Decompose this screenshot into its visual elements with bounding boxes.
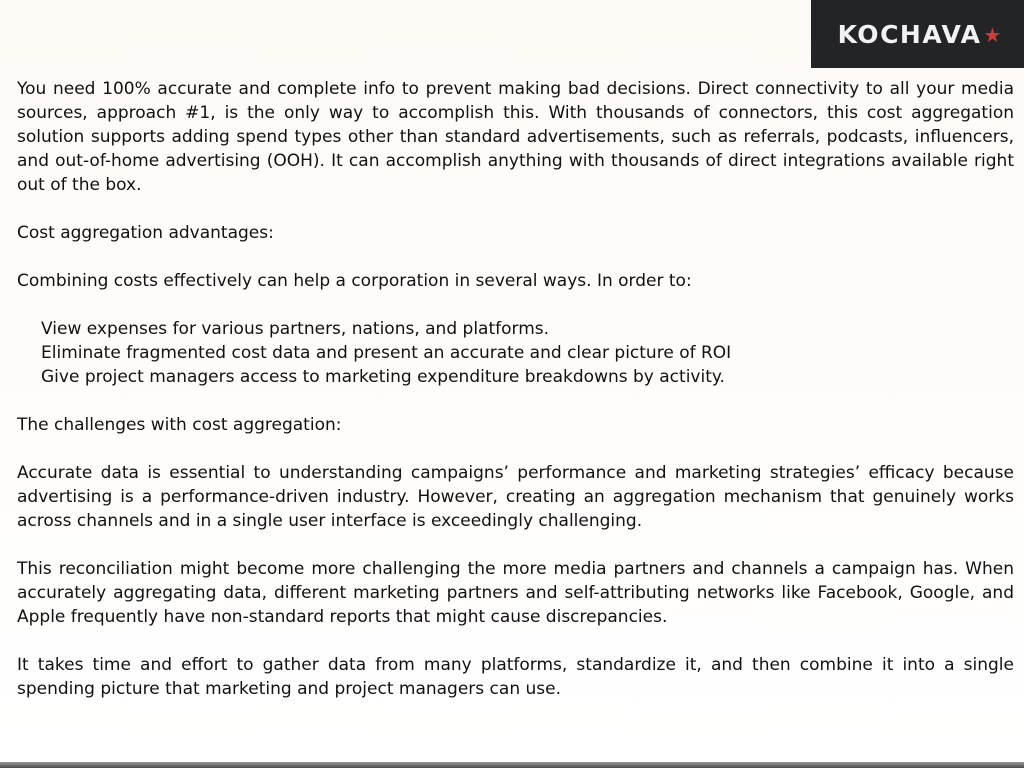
star-icon: ★ <box>983 23 1002 47</box>
list-item: Eliminate fragmented cost data and present an accurate and clear picture of ROI <box>41 343 732 363</box>
accurate-data-paragraph: Accurate data is essential to understanding campaigns’ performance and marketing strategies’ efficacy because advertising is a performance-driven industry. However, creating an aggregation mechanism that genuinely works across channels and in a single user interface is exceedingly challenging. <box>17 463 1014 531</box>
bottom-divider <box>0 762 1024 768</box>
combining-paragraph: Combining costs effectively can help a corporation in several ways. In order to: <box>17 271 692 291</box>
challenges-heading: The challenges with cost aggregation: <box>17 415 342 435</box>
article-body <box>17 77 1014 725</box>
kochava-logo <box>811 0 1024 68</box>
reconciliation-paragraph: This reconciliation might become more challenging the more media partners and channels a campaign has. When accurately aggregating data, different marketing partners and self-attributing networks like Facebook, Google, and Apple frequently have non-standard reports that might cause discrepancies. <box>17 559 1014 627</box>
intro-paragraph: You need 100% accurate and complete info to prevent making bad decisions. Direct connectivity to all your media sources, approach #1, is the only way to accomplish this. With thousands of connectors, this cost aggregation solution supports adding spend types other than standard advertisements, such as referrals, podcasts, influencers, and out-of-home advertising (OOH). It can accomplish anything with thousands of direct integrations available right out of the box. <box>17 79 1014 195</box>
takes-time-paragraph: It takes time and effort to gather data from many platforms, standardize it, and then combine it into a single spending picture that marketing and project managers can use. <box>17 655 1014 699</box>
advantages-heading: Cost aggregation advantages: <box>17 223 274 243</box>
list-item: View expenses for various partners, nations, and platforms. <box>41 319 550 339</box>
advantages-list <box>17 317 1014 389</box>
list-item: Give project managers access to marketing expenditure breakdowns by activity. <box>41 367 725 387</box>
logo-wordmark: KOCHAVA <box>837 19 982 49</box>
